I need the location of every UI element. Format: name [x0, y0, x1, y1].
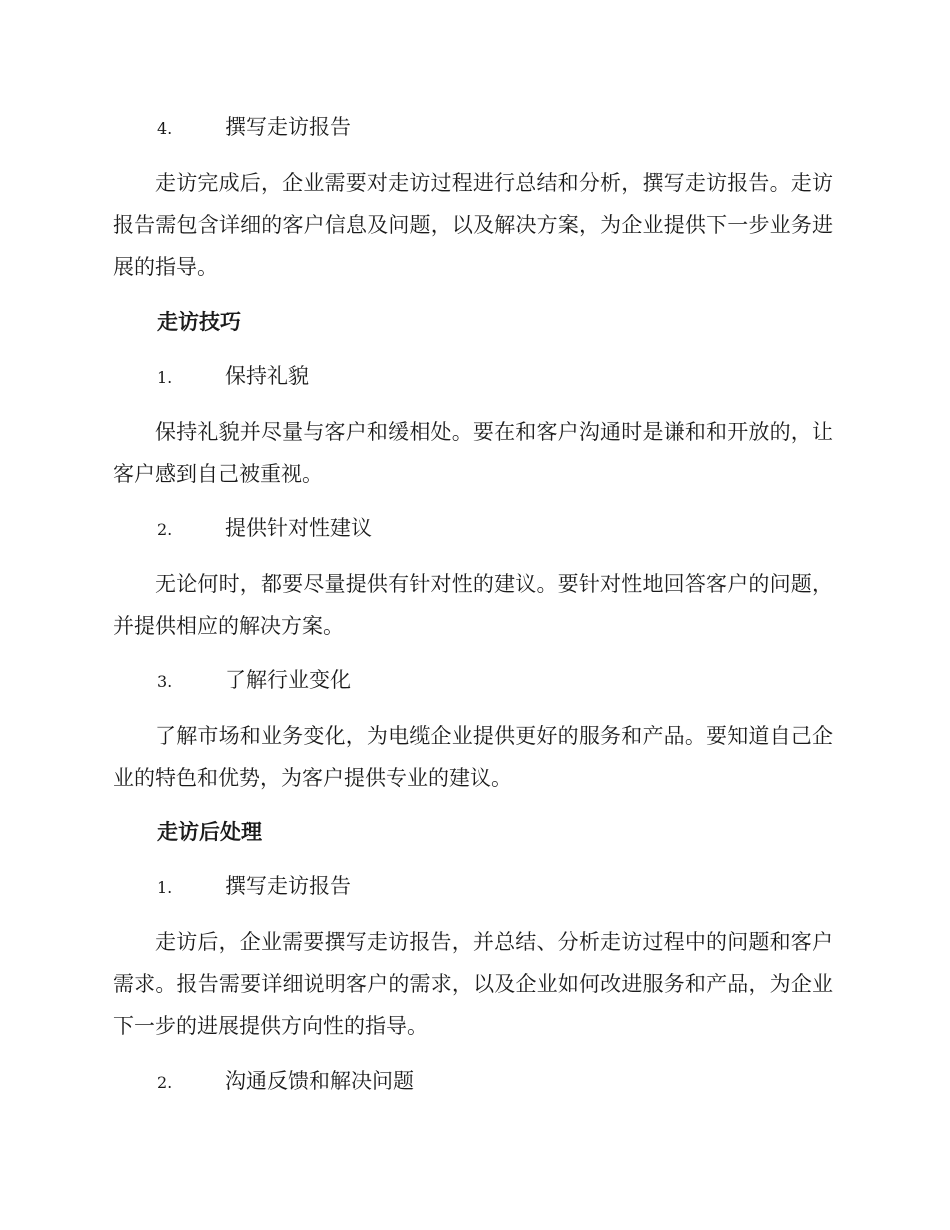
list-title: 撰写走访报告 — [225, 874, 351, 898]
list-item-feedback — [157, 1066, 414, 1098]
list-title: 沟通反馈和解决问题 — [225, 1069, 414, 1093]
list-number: 4. — [157, 119, 173, 138]
section-heading-tips: 走访技巧 — [157, 309, 241, 334]
list-title: 撰写走访报告 — [225, 115, 351, 139]
list-item-politeness — [157, 361, 309, 393]
list-item-write-report — [157, 871, 351, 903]
list-title: 了解行业变化 — [225, 668, 351, 692]
list-number: 2. — [157, 1073, 173, 1092]
paragraph-industry: 了解市场和业务变化，为电缆企业提供更好的服务和产品。要知道自己企业的特色和优势，为客户提供专业的建议。 — [113, 724, 833, 790]
list-number: 3. — [157, 672, 173, 691]
list-number: 1. — [157, 878, 173, 897]
list-item-industry — [157, 665, 351, 697]
list-item-advice — [157, 513, 372, 545]
list-title: 提供针对性建议 — [225, 516, 372, 540]
list-title: 保持礼貌 — [225, 364, 309, 388]
paragraph-politeness: 保持礼貌并尽量与客户和缓相处。要在和客户沟通时是谦和和开放的，让客户感到自己被重视。 — [113, 420, 833, 486]
list-number: 2. — [157, 520, 173, 539]
paragraph-report: 走访完成后，企业需要对走访过程进行总结和分析，撰写走访报告。走访报告需包含详细的客户信息及问题，以及解决方案，为企业提供下一步业务进展的指导。 — [113, 171, 833, 279]
list-item-report — [157, 112, 351, 144]
paragraph-advice: 无论何时，都要尽量提供有针对性的建议。要针对性地回答客户的问题，并提供相应的解决方案。 — [113, 572, 833, 638]
paragraph-write-report: 走访后，企业需要撰写走访报告，并总结、分析走访过程中的问题和客户需求。报告需要详细说明客户的需求，以及企业如何改进服务和产品，为企业下一步的进展提供方向性的指导。 — [113, 930, 833, 1038]
section-heading-after: 走访后处理 — [157, 819, 262, 844]
list-number: 1. — [157, 368, 173, 387]
